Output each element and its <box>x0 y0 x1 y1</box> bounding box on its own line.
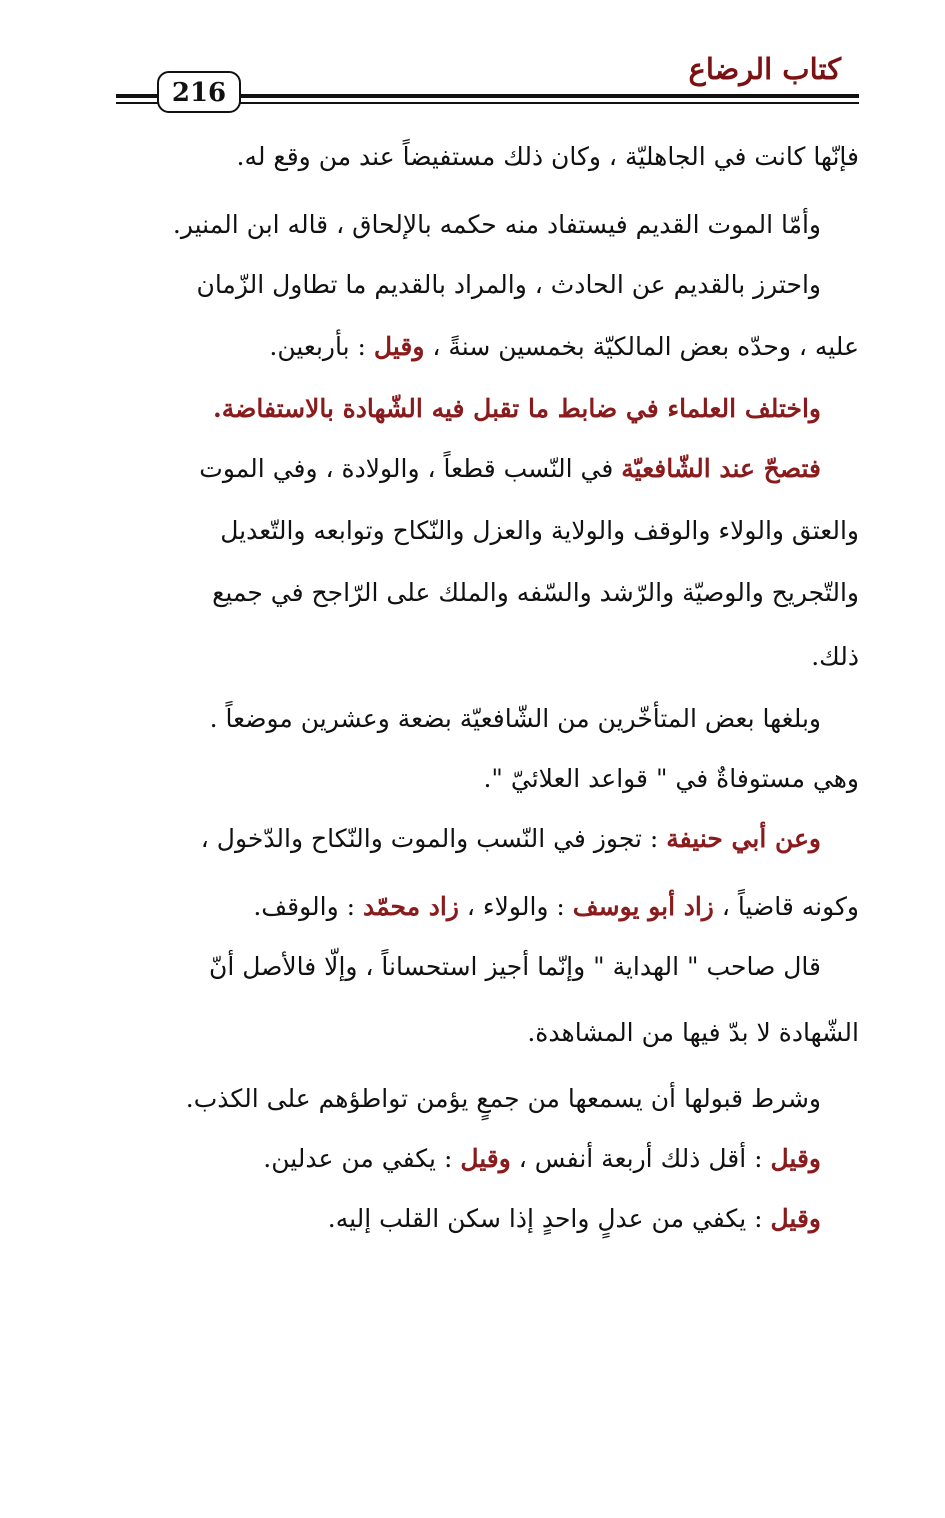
text-line: واحترز بالقديم عن الحادث ، والمراد بالقديم ما تطاول الزّمان <box>196 270 821 299</box>
text-line: وعن أبي حنيفة : تجوز في النّسب والموت والنّكاح والدّخول ، <box>200 824 821 853</box>
text-line: والتّجريح والوصيّة والرّشد والسّفه والملك على الرّاجح في جميع <box>212 578 859 607</box>
text-line: فإنّها كانت في الجاهليّة ، وكان ذلك مستفيضاً عند من وقع له. <box>236 142 859 171</box>
text-line: فتصحّ عند الشّافعيّة في النّسب قطعاً ، والولادة ، وفي الموت <box>199 454 821 483</box>
section-heading: واختلف العلماء في ضابط ما تقبل فيه الشّهادة بالاستفاضة. <box>213 394 821 423</box>
text-line: ذلك. <box>811 642 859 671</box>
text-line: وقيل : يكفي من عدلٍ واحدٍ إذا سكن القلب إليه. <box>327 1204 821 1233</box>
keyword-qil: وقيل <box>770 1204 821 1233</box>
text-line: الشّهادة لا بدّ فيها من المشاهدة. <box>527 1018 859 1047</box>
text-line: والعتق والولاء والوقف والولاية والعزل والنّكاح وتوابعه والتّعديل <box>220 516 859 545</box>
text-line: وهي مستوفاةٌ في " قواعد العلائيّ ". <box>483 764 859 793</box>
keyword-qil: وقيل <box>373 332 425 361</box>
keyword-muhammad: زاد محمّد <box>362 892 459 921</box>
text-line: عليه ، وحدّه بعض المالكيّة بخمسين سنةً ، وقيل : بأربعين. <box>269 332 859 361</box>
keyword-abu-hanifa: وعن أبي حنيفة <box>666 824 821 853</box>
text-line: وكونه قاضياً ، زاد أبو يوسف : والولاء ، زاد محمّد : والوقف. <box>253 892 859 921</box>
text-line: وقيل : أقل ذلك أربعة أنفس ، وقيل : يكفي من عدلين. <box>263 1144 821 1173</box>
keyword-qil: وقيل <box>770 1144 821 1173</box>
page-number: 216 <box>157 71 241 113</box>
text-line: وبلغها بعض المتأخّرين من الشّافعيّة بضعة وعشرين موضعاً . <box>209 704 821 733</box>
keyword-shafiiyya: فتصحّ عند الشّافعيّة <box>621 454 821 483</box>
keyword-qil: وقيل <box>460 1144 511 1173</box>
text-line: وشرط قبولها أن يسمعها من جمعٍ يؤمن تواطؤهم على الكذب. <box>185 1084 821 1113</box>
text-line: وأمّا الموت القديم فيستفاد منه حكمه بالإلحاق ، قاله ابن المنير. <box>172 210 821 239</box>
chapter-title: كتاب الرضاع <box>688 52 841 86</box>
text-line: قال صاحب " الهداية " وإنّما أجيز استحساناً ، وإلّا فالأصل أنّ <box>209 952 821 981</box>
keyword-abu-yusuf: زاد أبو يوسف <box>572 892 714 921</box>
